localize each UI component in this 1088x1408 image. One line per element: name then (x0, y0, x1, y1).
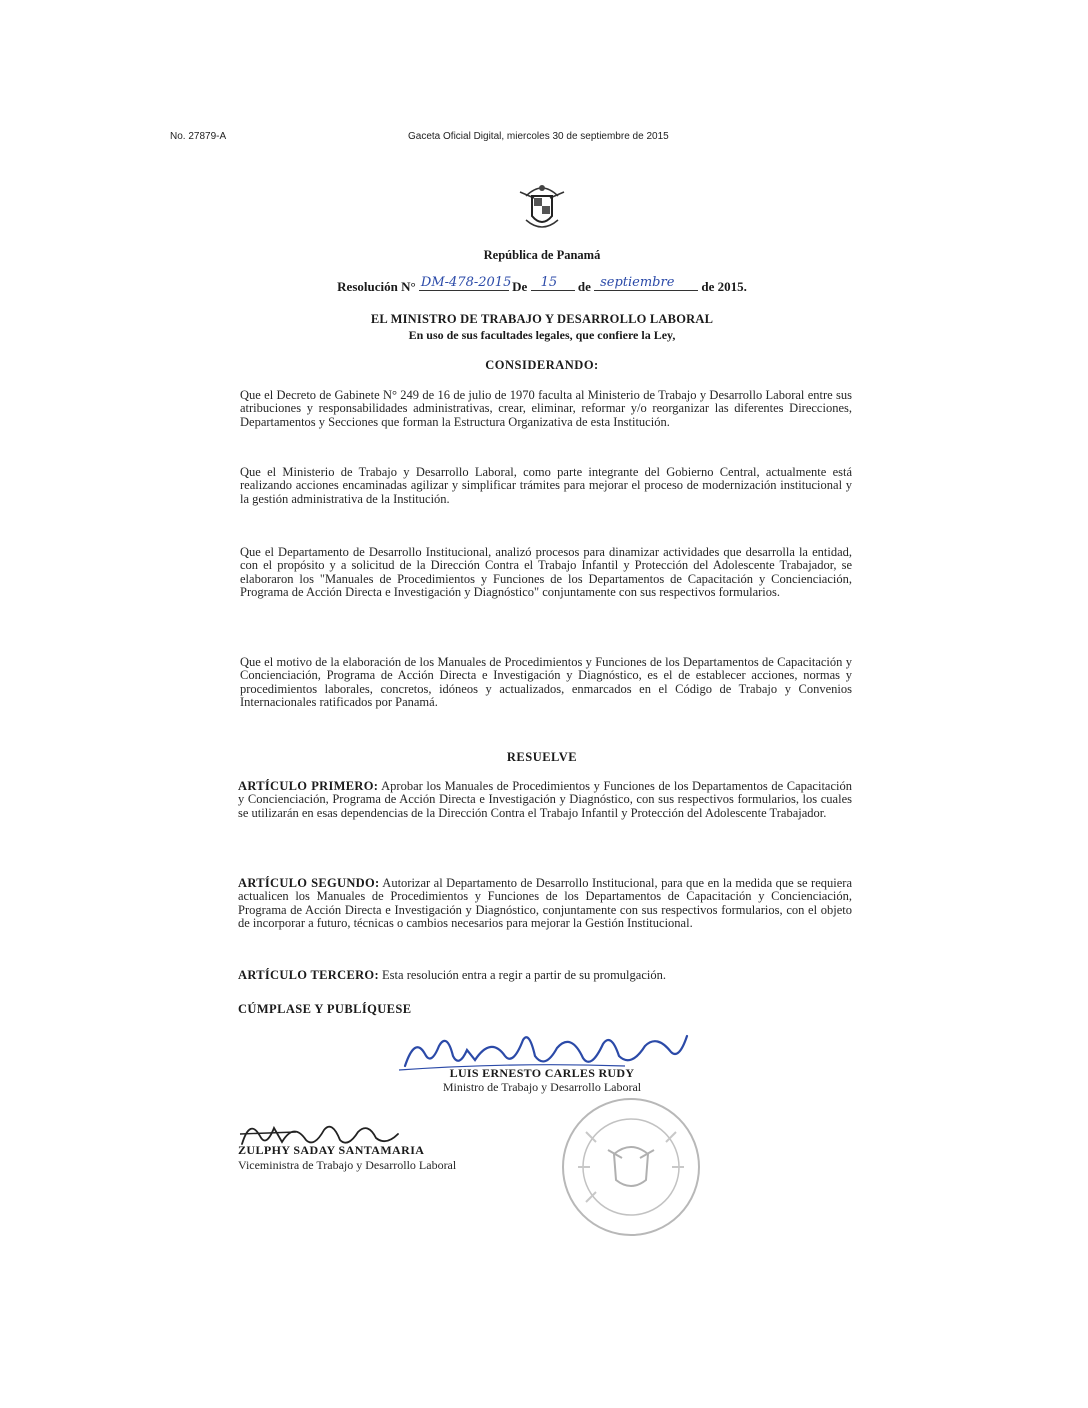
article-label: ARTÍCULO PRIMERO: (238, 779, 379, 793)
vice-minister-title: Viceministra de Trabajo y Desarrollo Laboral (238, 1158, 457, 1172)
minister-title: Ministro de Trabajo y Desarrollo Laboral (442, 1080, 642, 1094)
article-text: Esta resolución entra a regir a partir de su promulgación. (382, 968, 666, 982)
article-second (238, 877, 852, 931)
resolution-suffix: de 2015. (701, 279, 747, 294)
resolution-day-blank (531, 275, 575, 291)
article-text: Aprobar los Manuales de Procedimientos y Funciones de los Departamentos de Capacitación y Concienciación, Programa de Acción Directa e Investigación y Diagnóstico, con sus respectivos formularios, los cuales se utilizarán en esas dependencias de la Dirección Contra el Trabajo Infantil y Protección del Adolescente Trabajador. (238, 779, 852, 820)
gazette-number: No. 27879-A (170, 131, 227, 142)
gazette-title: Gaceta Oficial Digital, miercoles 30 de septiembre de 2015 (408, 131, 669, 142)
resolution-de2: de (577, 279, 591, 294)
article-third (238, 969, 852, 982)
vice-minister-name: ZULPHY SADAY SANTAMARIA (238, 1143, 425, 1157)
country-heading: República de Panamá (483, 248, 601, 262)
article-text: Autorizar al Departamento de Desarrollo Institucional, para que en la medida que se requiera actualicen los Manuales de Procedimientos y Funciones de los Departamentos de Capacitación y Concienciación, Programa de Acción Directa e Investigación y Diagnóstico, conjuntamente con sus respectivos formularios, con el objeto de incorporar a futuro, técnicas o cambios necesarios para mejorar la Gestión Institucional. (238, 876, 852, 931)
resolution-month: septiembre (600, 275, 675, 290)
resolves-heading: RESUELVE (506, 750, 578, 764)
article-label: ARTÍCULO SEGUNDO: (238, 876, 380, 890)
consideration-paragraph: Que el Departamento de Desarrollo Institucional, analizó procesos para dinamizar actividades que desarrolla la entidad, con el propósito y a solicitud de la Dirección Contra el Trabajo Infantil y Protección del Adolescente Trabajador, se elaboraron los "Manuales de Procedimientos y Funciones de los Departamentos de Capacitación y Concienciación, Programa de Acción Directa e Investigación y Diagnóstico" conjuntamente con sus respectivos formularios. (240, 545, 852, 600)
resolution-number-blank (419, 275, 512, 291)
seal-stamp (556, 1092, 706, 1242)
minister-name: LUIS ERNESTO CARLES RUDY (449, 1066, 635, 1080)
consideration-paragraph: Que el Ministerio de Trabajo y Desarrollo Laboral, como parte integrante del Gobierno Central, actualmente está realizando acciones encaminadas agilizar y simplificar trámites para mejorar el proceso de modernización institucional y la gestión administrativa de la Institución. (240, 465, 852, 506)
resolution-month-blank (594, 275, 698, 291)
consideration-paragraph: Que el motivo de la elaboración de los Manuales de Procedimientos y Funciones de los Departamentos de Capacitación y Concienciación, Programa de Acción Directa e Investigación y Diagnóstico, es el de establecer acciones, normas y procedimientos laborales, concretos, idóneos y actualizados, enmarcados en el Código de Trabajo y Convenios Internacionales ratificados por Panamá. (240, 655, 852, 710)
resolution-de1: De (512, 279, 528, 294)
coat-of-arms-icon (512, 176, 572, 236)
resolution-number: DM-478-2015 (420, 275, 512, 290)
resolution-line (230, 275, 854, 295)
considering-heading: CONSIDERANDO: (485, 358, 599, 372)
closing-statement: CÚMPLASE Y PUBLÍQUESE (238, 1002, 412, 1016)
article-label: ARTÍCULO TERCERO: (238, 968, 379, 982)
consideration-paragraph: Que el Decreto de Gabinete N° 249 de 16 de julio de 1970 faculta al Ministerio de Trabajo y Desarrollo Laboral entre sus atribuciones y responsabilidades administrativas, crear, eliminar, reformar y/o reorganizar las diferentes Direcciones, Departamentos y Secciones que forman la Estructura Organizativa de esta Institución. (240, 388, 852, 429)
legal-basis: En uso de sus facultades legales, que confiere la Ley, (408, 328, 676, 342)
minister-heading: EL MINISTRO DE TRABAJO Y DESARROLLO LABORAL (370, 312, 714, 326)
article-first (238, 780, 852, 820)
resolution-day: 15 (540, 275, 558, 290)
resolution-prefix: Resolución N° (337, 279, 416, 294)
